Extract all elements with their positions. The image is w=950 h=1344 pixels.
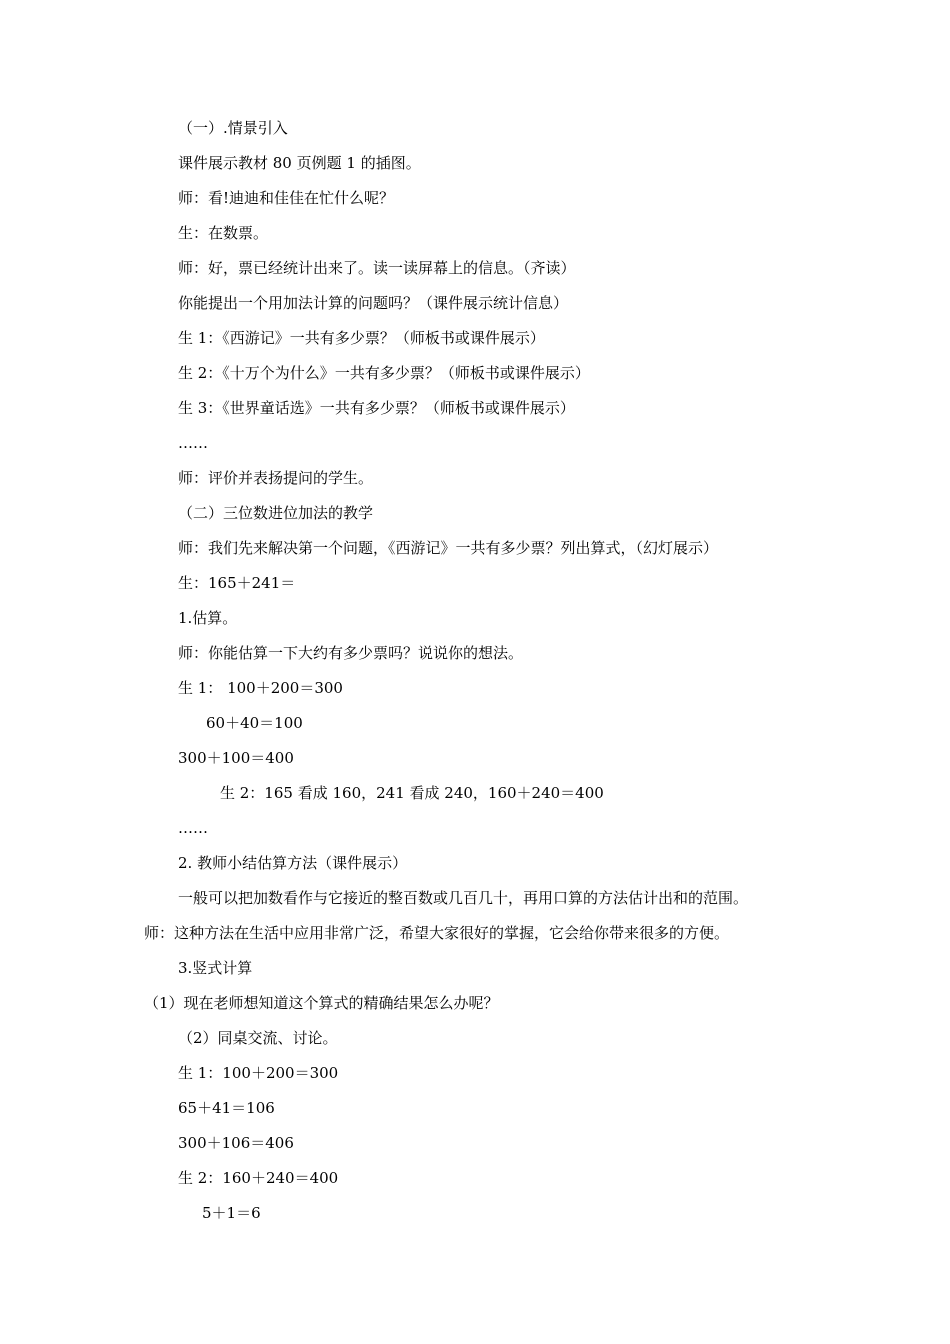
paragraph-student-1-calculation: 生 1：100＋200＝300: [178, 1064, 339, 1082]
paragraph-student-2-question: 生 2：《十万个为什么》一共有多少票？（师板书或课件展示）: [178, 364, 590, 382]
paragraph-teacher-method-usage: 师：这种方法在生活中应用非常广泛，希望大家很好的掌握，它会给你带来很多的方便。: [144, 924, 730, 942]
ellipsis: ……: [178, 434, 208, 452]
subheading-estimation: 1.估算。: [178, 609, 238, 627]
subheading-teacher-summary: 2. 教师小结估算方法（课件展示）: [178, 854, 408, 872]
paragraph-student-answer: 生：在数票。: [178, 224, 269, 242]
paragraph-teacher-first-problem: 师：我们先来解决第一个问题，《西游记》一共有多少票？列出算式，（幻灯展示）: [178, 539, 719, 557]
section-heading-carry-addition: （二）三位数进位加法的教学: [178, 504, 374, 522]
paragraph-desk-discussion: （2）同桌交流、讨论。: [178, 1029, 338, 1047]
paragraph-teacher-praise: 师：评价并表扬提问的学生。: [178, 469, 374, 487]
estimate-step-300-100: 300＋100＝400: [178, 749, 294, 767]
paragraph-student-3-question: 生 3：《世界童话选》一共有多少票？（师板书或课件展示）: [178, 399, 575, 417]
paragraph-teacher-read: 师：好，票已经统计出来了。读一读屏幕上的信息。（齐读）: [178, 259, 576, 277]
paragraph-student-2-estimate: 生 2：165 看成 160，241 看成 240，160＋240＝400: [220, 784, 604, 802]
estimate-step-60-40: 60＋40＝100: [206, 714, 303, 732]
paragraph-student-equation: 生：165＋241＝: [178, 574, 296, 592]
section-heading-scenario-intro: （一）.情景引入: [178, 119, 288, 137]
calculation-step-5-1: 5＋1＝6: [202, 1204, 261, 1222]
paragraph-student-1-estimate: 生 1： 100＋200＝300: [178, 679, 343, 697]
paragraph-estimation-method: 一般可以把加数看作与它接近的整百数或几百几十，再用口算的方法估计出和的范围。: [178, 889, 749, 907]
calculation-step-65-41: 65＋41＝106: [178, 1099, 275, 1117]
paragraph-courseware-display: 课件展示教材 80 页例题 1 的插图。: [178, 154, 421, 172]
ellipsis-2: ……: [178, 819, 208, 837]
paragraph-exact-result-question: （1）现在老师想知道这个算式的精确结果怎么办呢？: [144, 994, 499, 1012]
paragraph-teacher-question: 师：看!迪迪和佳佳在忙什么呢？: [178, 189, 395, 207]
paragraph-student-2-calculation: 生 2：160＋240＝400: [178, 1169, 339, 1187]
calculation-step-300-106: 300＋106＝406: [178, 1134, 294, 1152]
paragraph-student-1-question: 生 1：《西游记》一共有多少票？（师板书或课件展示）: [178, 329, 545, 347]
paragraph-teacher-estimate: 师：你能估算一下大约有多少票吗？说说你的想法。: [178, 644, 524, 662]
subheading-vertical-calculation: 3.竖式计算: [178, 959, 253, 977]
paragraph-ask-question: 你能提出一个用加法计算的问题吗？（课件展示统计信息）: [178, 294, 569, 312]
